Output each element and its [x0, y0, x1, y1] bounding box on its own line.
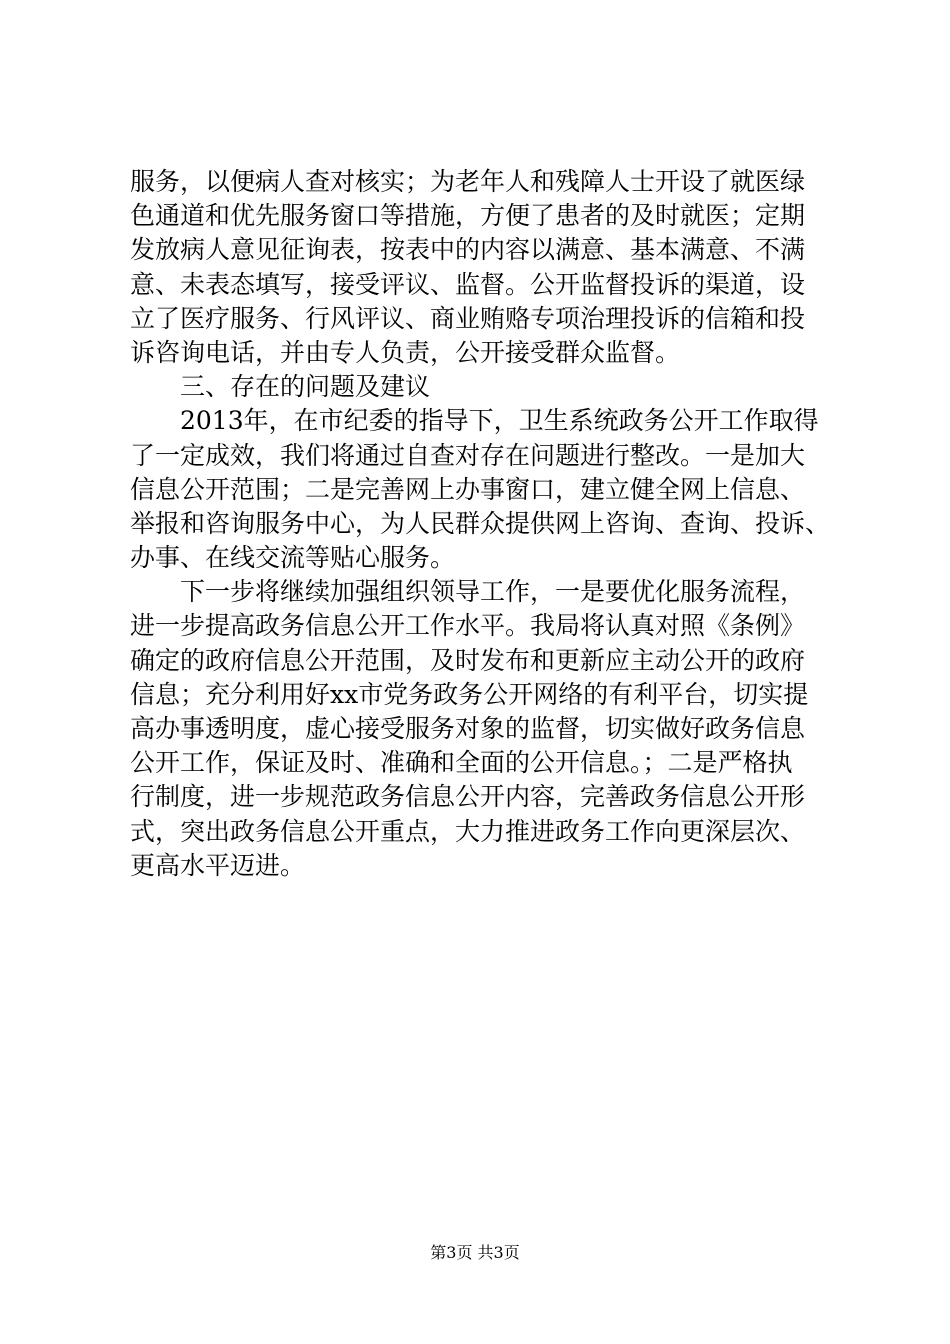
text-line: 立了医疗服务、行风评议、商业贿赂专项治理投诉的信箱和投: [130, 303, 806, 333]
text-line: 意、未表态填写，接受评议、监督。公开监督投诉的渠道，设: [130, 269, 806, 299]
text-line: 进一步提高政务信息公开工作水平。我局将认真对照《条例》: [130, 611, 806, 641]
text-line: 式，突出政务信息公开重点，大力推进政务工作向更深层次、: [130, 816, 806, 846]
text-line: 信息公开范围；二是完善网上办事窗口，建立健全网上信息、: [130, 474, 806, 504]
text-line: 服务，以便病人查对核实；为老年人和残障人士开设了就医绿: [130, 167, 806, 196]
text-line: 确定的政府信息公开范围，及时发布和更新应主动公开的政府: [130, 645, 806, 675]
text-line: 2013年，在市纪委的指导下，卫生系统政务公开工作取得: [180, 406, 819, 436]
section-heading: 三、存在的问题及建议: [180, 372, 431, 402]
text-line: 行制度，进一步规范政务信息公开内容，完善政务信息公开形: [130, 782, 806, 812]
text-line: 下一步将继续加强组织领导工作，一是要优化服务流程，: [180, 577, 806, 607]
text-line: 高办事透明度，虚心接受服务对象的监督，切实做好政务信息: [130, 714, 806, 743]
page-number-footer: 第3页 共3页: [430, 1243, 520, 1262]
text-line: 发放病人意见征询表，按表中的内容以满意、基本满意、不满: [130, 235, 806, 265]
text-line: 色通道和优先服务窗口等措施，方便了患者的及时就医；定期: [130, 201, 806, 231]
text-line: 公开工作，保证及时、准确和全面的公开信息。；二是严格执: [130, 748, 793, 778]
text-line: 办事、在线交流等贴心服务。: [130, 543, 456, 573]
text-line: 诉咨询电话，并由专人负责，公开接受群众监督。: [130, 337, 681, 367]
text-line: 举报和咨询服务中心，为人民群众提供网上咨询、查询、投诉、: [130, 508, 831, 538]
text-line: 更高水平迈进。: [130, 850, 306, 880]
document-body: [130, 165, 830, 883]
text-line: 信息；充分利用好xx市党务政务公开网络的有利平台，切实提: [130, 679, 809, 709]
text-line: 了一定成效，我们将通过自查对存在问题进行整改。一是加大: [130, 440, 806, 470]
